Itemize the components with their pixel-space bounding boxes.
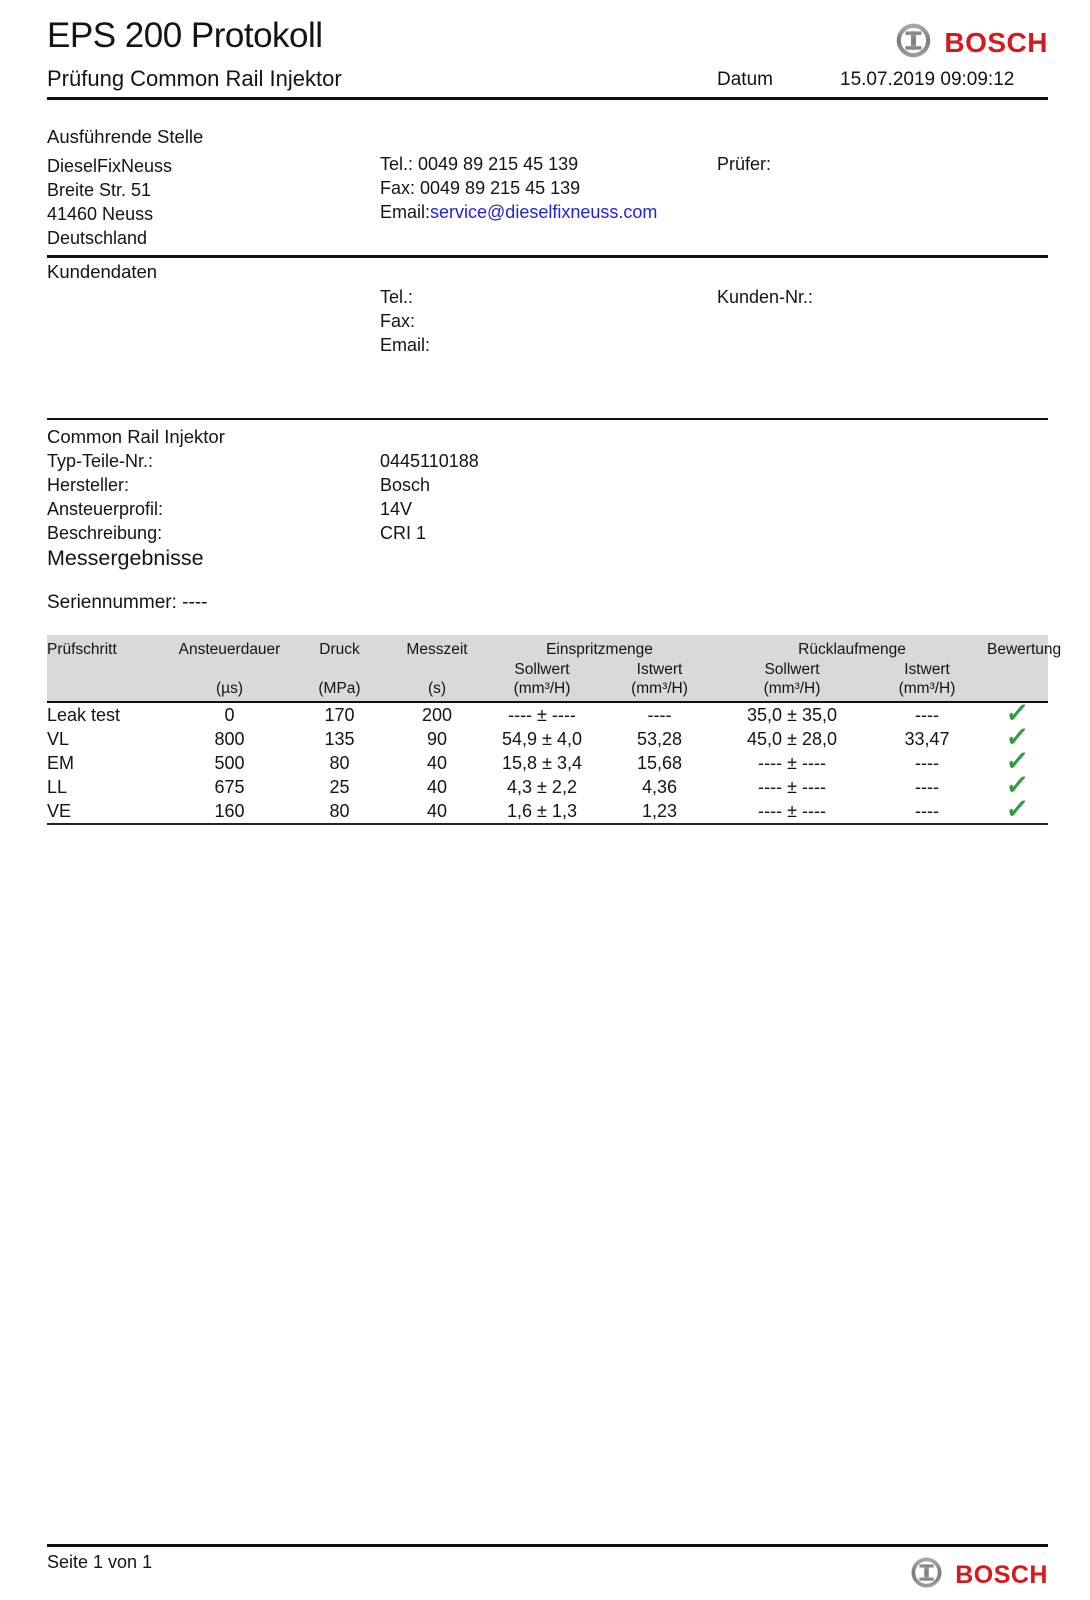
office-street: Breite Str. 51 bbox=[47, 180, 152, 200]
cell-ansteuerdauer: 675 bbox=[214, 776, 245, 797]
injector-row bbox=[47, 449, 1048, 473]
executing-office-section bbox=[47, 126, 1048, 254]
footer-logo-row bbox=[47, 1550, 1048, 1594]
table-row-ve bbox=[47, 799, 1048, 824]
results-table bbox=[47, 635, 1062, 825]
table-row-vl bbox=[47, 727, 1048, 751]
document-header bbox=[47, 16, 1048, 64]
customer-heading: Kundendaten bbox=[47, 261, 158, 282]
injector-type-value: 0445110188 bbox=[380, 451, 479, 471]
customer-section bbox=[47, 261, 1048, 361]
injector-manufacturer-label: Hersteller: bbox=[47, 475, 130, 495]
cell-druck: 135 bbox=[324, 728, 355, 749]
cell-messzeit: 90 bbox=[426, 728, 448, 749]
bosch-armature-icon bbox=[910, 1556, 943, 1594]
unit-ruecklauf-istwert: (mm³/H) bbox=[898, 680, 956, 697]
customer-contact-block bbox=[380, 285, 430, 357]
executing-office-heading: Ausführende Stelle bbox=[47, 126, 204, 147]
colgroup-einspritzmenge: Einspritzmenge bbox=[546, 641, 653, 658]
unit-einspritz-sollwert: (mm³/H) bbox=[513, 680, 571, 697]
table-row-ll bbox=[47, 775, 1048, 799]
cell-ruecklauf-ist: ---- bbox=[915, 704, 940, 725]
table-header bbox=[47, 635, 1062, 702]
cell-einspritz-ist: 1,23 bbox=[641, 800, 678, 821]
table-row-em bbox=[47, 751, 1048, 775]
injector-manufacturer-value: Bosch bbox=[380, 475, 431, 495]
cell-ansteuerdauer: 800 bbox=[214, 728, 245, 749]
pass-check-icon: ✓ bbox=[1004, 794, 1031, 824]
customer-tel-label: Tel.: bbox=[380, 287, 414, 307]
cell-einspritz-soll: 1,6 ± 1,3 bbox=[507, 800, 577, 821]
bosch-armature-icon bbox=[895, 22, 932, 64]
cell-druck: 25 bbox=[329, 776, 350, 797]
office-divider bbox=[47, 255, 1048, 258]
col-einspritz-sollwert: Sollwert bbox=[514, 661, 570, 678]
col-pruefschritt: Prüfschritt bbox=[47, 641, 117, 658]
cell-ruecklauf-ist: 33,47 bbox=[904, 728, 950, 749]
injector-type-label: Typ-Teile-Nr.: bbox=[47, 451, 154, 471]
cell-ruecklauf-ist: ---- bbox=[915, 776, 940, 797]
email-label: Email: bbox=[380, 202, 431, 222]
cell-ansteuerdauer: 500 bbox=[214, 752, 245, 773]
injector-description-label: Beschreibung: bbox=[47, 523, 163, 543]
date-label: Datum bbox=[717, 69, 773, 90]
cell-messzeit: 40 bbox=[426, 752, 448, 773]
office-email-line bbox=[380, 200, 657, 224]
bosch-logo bbox=[910, 1556, 1048, 1594]
cell-step: Leak test bbox=[47, 704, 121, 725]
header-divider bbox=[47, 97, 1048, 100]
cell-ruecklauf-soll: ---- ± ---- bbox=[758, 752, 826, 773]
cell-druck: 80 bbox=[329, 752, 350, 773]
office-fax: Fax: 0049 89 215 45 139 bbox=[380, 178, 581, 198]
office-contact-block bbox=[380, 152, 657, 224]
office-name: DieselFixNeuss bbox=[47, 156, 173, 176]
injector-description-value: CRI 1 bbox=[380, 523, 427, 543]
col-bewertung: Bewertung bbox=[987, 641, 1062, 658]
unit-messzeit: (s) bbox=[427, 680, 447, 697]
col-messzeit: Messzeit bbox=[406, 641, 468, 658]
cell-step: VL bbox=[47, 728, 70, 749]
cell-einspritz-soll: ---- ± ---- bbox=[508, 704, 576, 725]
cell-ruecklauf-soll: 35,0 ± 35,0 bbox=[747, 704, 837, 725]
document-subtitle: Prüfung Common Rail Injektor bbox=[47, 66, 342, 91]
office-city: 41460 Neuss bbox=[47, 204, 154, 224]
pass-check-icon: ✓ bbox=[1004, 746, 1031, 776]
cell-step: EM bbox=[47, 752, 74, 773]
col-ruecklauf-sollwert: Sollwert bbox=[764, 661, 820, 678]
injector-row bbox=[47, 521, 1048, 545]
colgroup-ruecklaufmenge: Rücklaufmenge bbox=[798, 641, 906, 658]
footer-divider bbox=[47, 1544, 1048, 1547]
cell-step: VE bbox=[47, 800, 72, 821]
col-ruecklauf-istwert: Istwert bbox=[904, 661, 950, 678]
office-email-link[interactable]: service@dieselfixneuss.com bbox=[430, 202, 658, 222]
cell-einspritz-soll: 4,3 ± 2,2 bbox=[507, 776, 577, 797]
customer-email-label: Email: bbox=[380, 335, 431, 355]
injector-profile-label: Ansteuerprofil: bbox=[47, 499, 164, 519]
injector-row bbox=[47, 473, 1048, 497]
col-einspritz-istwert: Istwert bbox=[636, 661, 683, 678]
page-title: EPS 200 Protokoll bbox=[47, 16, 323, 55]
cell-messzeit: 40 bbox=[426, 776, 448, 797]
cell-ansteuerdauer: 160 bbox=[214, 800, 245, 821]
results-heading: Messergebnisse bbox=[47, 546, 204, 570]
unit-ruecklauf-sollwert: (mm³/H) bbox=[763, 680, 821, 697]
cell-ruecklauf-soll: 45,0 ± 28,0 bbox=[747, 728, 837, 749]
injector-profile-value: 14V bbox=[380, 499, 413, 519]
pass-check-icon: ✓ bbox=[1004, 770, 1031, 800]
cell-ruecklauf-soll: ---- ± ---- bbox=[758, 776, 826, 797]
cell-einspritz-ist: 15,68 bbox=[636, 752, 683, 773]
bosch-wordmark: BOSCH bbox=[944, 27, 1048, 58]
cell-einspritz-soll: 54,9 ± 4,0 bbox=[502, 728, 582, 749]
cell-ansteuerdauer: 0 bbox=[224, 704, 235, 725]
bosch-wordmark: BOSCH bbox=[955, 1560, 1048, 1589]
cell-einspritz-ist: 4,36 bbox=[641, 776, 678, 797]
date-value: 15.07.2019 09:09:12 bbox=[840, 69, 1015, 90]
page-number: Seite 1 von 1 bbox=[47, 1552, 153, 1572]
table-row-leak-test bbox=[47, 702, 1048, 727]
unit-ansteuerdauer: (µs) bbox=[215, 680, 243, 697]
cell-messzeit: 200 bbox=[421, 704, 453, 725]
pass-check-icon: ✓ bbox=[1004, 698, 1031, 728]
office-address-block bbox=[47, 154, 172, 250]
cell-einspritz-soll: 15,8 ± 3,4 bbox=[502, 752, 582, 773]
cell-einspritz-ist: 53,28 bbox=[636, 728, 683, 749]
office-tel: Tel.: 0049 89 215 45 139 bbox=[380, 154, 579, 174]
bosch-logo bbox=[895, 22, 1048, 64]
unit-einspritz-istwert: (mm³/H) bbox=[631, 680, 688, 697]
cell-step: LL bbox=[47, 776, 68, 797]
cell-druck: 170 bbox=[324, 704, 355, 725]
cell-ruecklauf-ist: ---- bbox=[915, 752, 940, 773]
col-ansteuerdauer: Ansteuerdauer bbox=[178, 641, 281, 658]
customer-fax-label: Fax: bbox=[380, 311, 416, 331]
injector-divider bbox=[47, 418, 1048, 420]
injector-section bbox=[47, 424, 1048, 545]
cell-ruecklauf-soll: ---- ± ---- bbox=[758, 800, 826, 821]
office-country: Deutschland bbox=[47, 228, 148, 248]
customer-number-label: Kunden-Nr.: bbox=[717, 287, 814, 307]
unit-druck: (MPa) bbox=[318, 680, 361, 697]
subtitle-row bbox=[47, 66, 1048, 96]
cell-druck: 80 bbox=[329, 800, 350, 821]
cell-messzeit: 40 bbox=[426, 800, 448, 821]
cell-ruecklauf-ist: ---- bbox=[915, 800, 940, 821]
cell-einspritz-ist: ---- bbox=[647, 704, 672, 725]
pass-check-icon: ✓ bbox=[1004, 722, 1031, 752]
injector-heading: Common Rail Injektor bbox=[47, 426, 225, 447]
col-druck: Druck bbox=[319, 641, 360, 658]
serial-number-line: Seriennummer: ---- bbox=[47, 592, 208, 613]
injector-row bbox=[47, 497, 1048, 521]
examiner-label: Prüfer: bbox=[717, 154, 772, 174]
